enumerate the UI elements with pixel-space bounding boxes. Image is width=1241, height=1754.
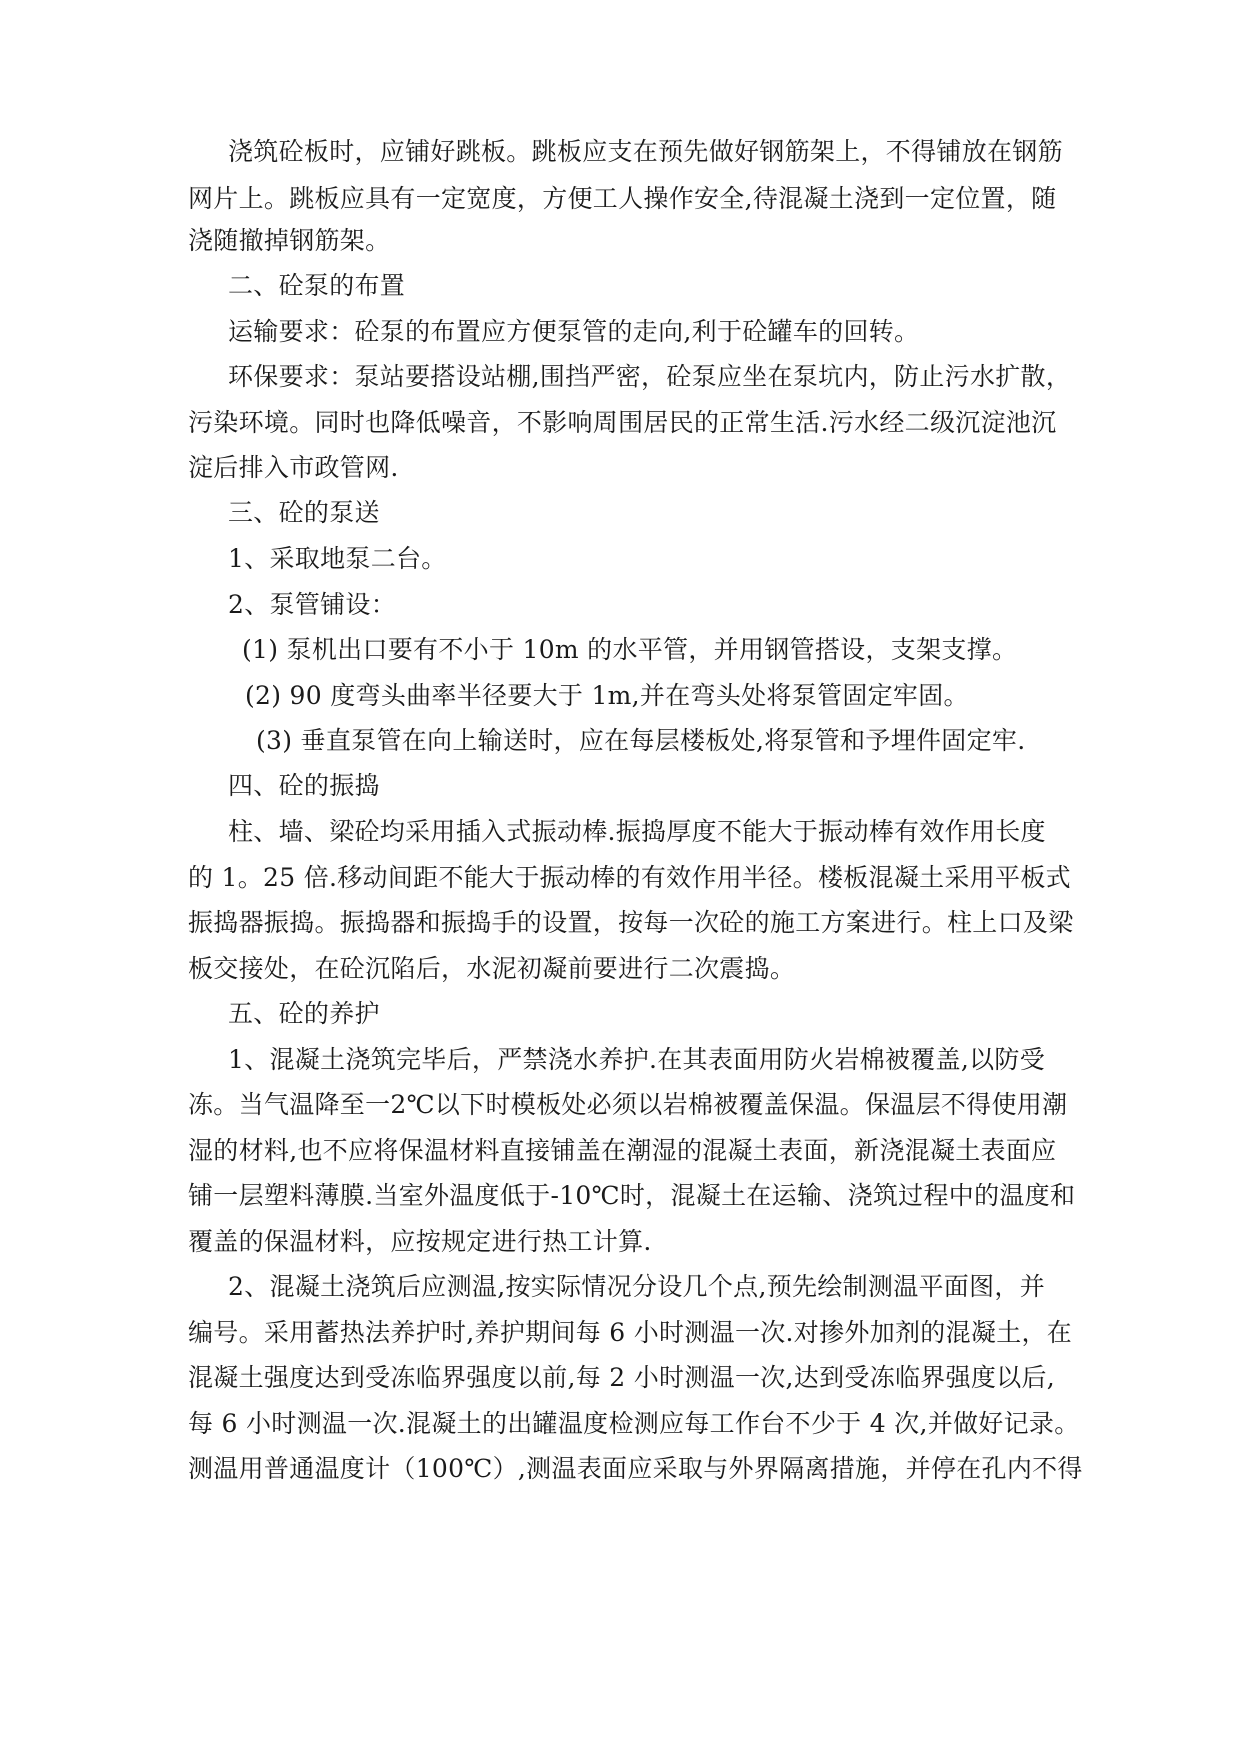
section-heading: 三、砼的泵送: [228, 498, 380, 527]
paragraph-line: 测温用普通温度计（100℃）,测温表面应采取与外界隔离措施，并停在孔内不得: [188, 1454, 1083, 1483]
paragraph-line: 1、混凝土浇筑完毕后，严禁浇水养护.在其表面用防火岩棉被覆盖,以防受: [228, 1045, 1046, 1074]
list-item: (2) 90 度弯头曲率半径要大于 1m,并在弯头处将泵管固定牢固。: [245, 681, 969, 710]
paragraph-line: 的 1。25 倍.移动间距不能大于振动棒的有效作用半径。楼板混凝土采用平板式: [188, 863, 1071, 892]
paragraph-line: 柱、墙、梁砼均采用插入式振动棒.振捣厚度不能大于振动棒有效作用长度: [228, 817, 1046, 846]
paragraph-line: 环保要求：泵站要搭设站棚,围挡严密，砼泵应坐在泵坑内，防止污水扩散，: [228, 362, 1072, 391]
paragraph-line: 浇随撤掉钢筋架。: [188, 226, 391, 255]
paragraph-line: 覆盖的保温材料，应按规定进行热工计算.: [188, 1227, 652, 1256]
paragraph-line: 振捣器振捣。振捣器和振捣手的设置，按每一次砼的施工方案进行。柱上口及梁: [188, 908, 1074, 937]
paragraph-line: 混凝土强度达到受冻临界强度以前,每 2 小时测温一次,达到受冻临界强度以后,: [188, 1363, 1056, 1392]
list-item: 1、采取地泵二台。: [228, 544, 447, 573]
paragraph-line: 铺一层塑料薄膜.当室外温度低于-10℃时，混凝土在运输、浇筑过程中的温度和: [188, 1181, 1076, 1210]
section-heading: 二、砼泵的布置: [228, 271, 406, 300]
list-item: 2、泵管铺设：: [228, 590, 397, 619]
section-heading: 四、砼的振捣: [228, 771, 380, 800]
paragraph-line: 网片上。跳板应具有一定宽度，方便工人操作安全,待混凝土浇到一定位置，随: [188, 184, 1057, 213]
list-item: (1) 泵机出口要有不小于 10m 的水平管，并用钢管搭设，支架支撑。: [242, 635, 1018, 664]
paragraph-line: 浇筑砼板时，应铺好跳板。跳板应支在预先做好钢筋架上，不得铺放在钢筋: [228, 137, 1063, 166]
paragraph-line: 淀后排入市政管网.: [188, 453, 399, 482]
paragraph-line: 板交接处，在砼沉陷后，水泥初凝前要进行二次震捣。: [188, 954, 796, 983]
paragraph-line: 编号。采用蓄热法养护时,养护期间每 6 小时测温一次.对掺外加剂的混凝土，在: [188, 1318, 1073, 1347]
paragraph-line: 冻。当气温降至一2℃以下时模板处必须以岩棉被覆盖保温。保温层不得使用潮: [188, 1090, 1068, 1119]
list-item: (3) 垂直泵管在向上输送时，应在每层楼板处,将泵管和予埋件固定牢.: [256, 726, 1026, 755]
paragraph-line: 污染环境。同时也降低噪音，不影响周围居民的正常生活.污水经二级沉淀池沉: [188, 408, 1057, 437]
section-heading: 五、砼的养护: [228, 999, 380, 1028]
paragraph-line: 每 6 小时测温一次.混凝土的出罐温度检测应每工作台不少于 4 次,并做好记录。: [188, 1409, 1080, 1438]
paragraph-line: 2、混凝土浇筑后应测温,按实际情况分设几个点,预先绘制测温平面图，并: [228, 1272, 1046, 1301]
paragraph-line: 运输要求：砼泵的布置应方便泵管的走向,利于砼罐车的回转。: [228, 317, 920, 346]
paragraph-line: 湿的材料,也不应将保温材料直接铺盖在潮湿的混凝土表面，新浇混凝土表面应: [188, 1136, 1057, 1165]
